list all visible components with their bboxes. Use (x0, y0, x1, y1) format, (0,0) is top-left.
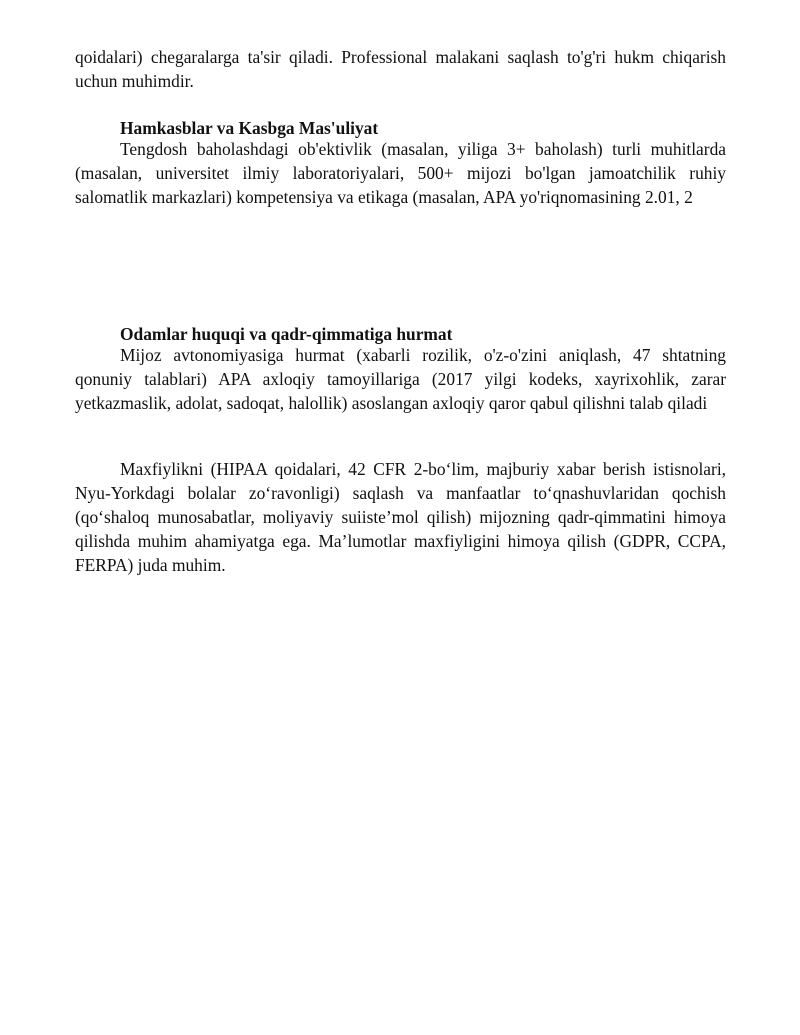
section-heading-colleagues: Hamkasblar va Kasbga Mas'uliyat (120, 118, 379, 138)
intro-paragraph: qoidalari) chegaralarga ta'sir qiladi. Professional malakani saqlash to'g'ri hukm chiqarish uchun muhimdir. (75, 47, 726, 91)
respect-paragraph-2: Maxfiylikni (HIPAA qoidalari, 42 CFR 2-bo‘lim, majburiy xabar berish istisnolari, Nyu-Yorkdagi bolalar zo‘ravonligi) saqlash va manfaatlar to‘qnashuvlaridan qochish (qo‘shaloq munosabatlar, moliyaviy suiiste’mol qilish) mijozning qadr-qimmatini himoya qilishda muhim ahamiyatga ega. Ma’lumotlar maxfiyligini himoya qilish (GDPR, CCPA, FERPA) juda muhim. (75, 459, 726, 575)
colleagues-paragraph: Tengdosh baholashdagi ob'ektivlik (masalan, yiliga 3+ baholash) turli muhitlarda (masalan, universitet ilmiy laboratoriyalari, 500+ mijozi bo'lgan jamoatchilik ruhiy salomatlik markazlari) kompetensiya va etikaga (masalan, APA yo'riqnomasining 2.01, 2 (75, 139, 726, 207)
respect-paragraph-1: Mijoz avtonomiyasiga hurmat (xabarli rozilik, o'z-o'zini aniqlash, 47 shtatning qonuniy talablari) APA axloqiy tamoyillariga (2017 yilgi kodeks, xayrixohlik, zarar yetkazmaslik, adolat, sadoqat, halollik) asoslangan axloqiy qaror qabul qilishni talab qiladi (75, 345, 726, 413)
section-heading-respect: Odamlar huquqi va qadr-qimmatiga hurmat (120, 324, 453, 344)
